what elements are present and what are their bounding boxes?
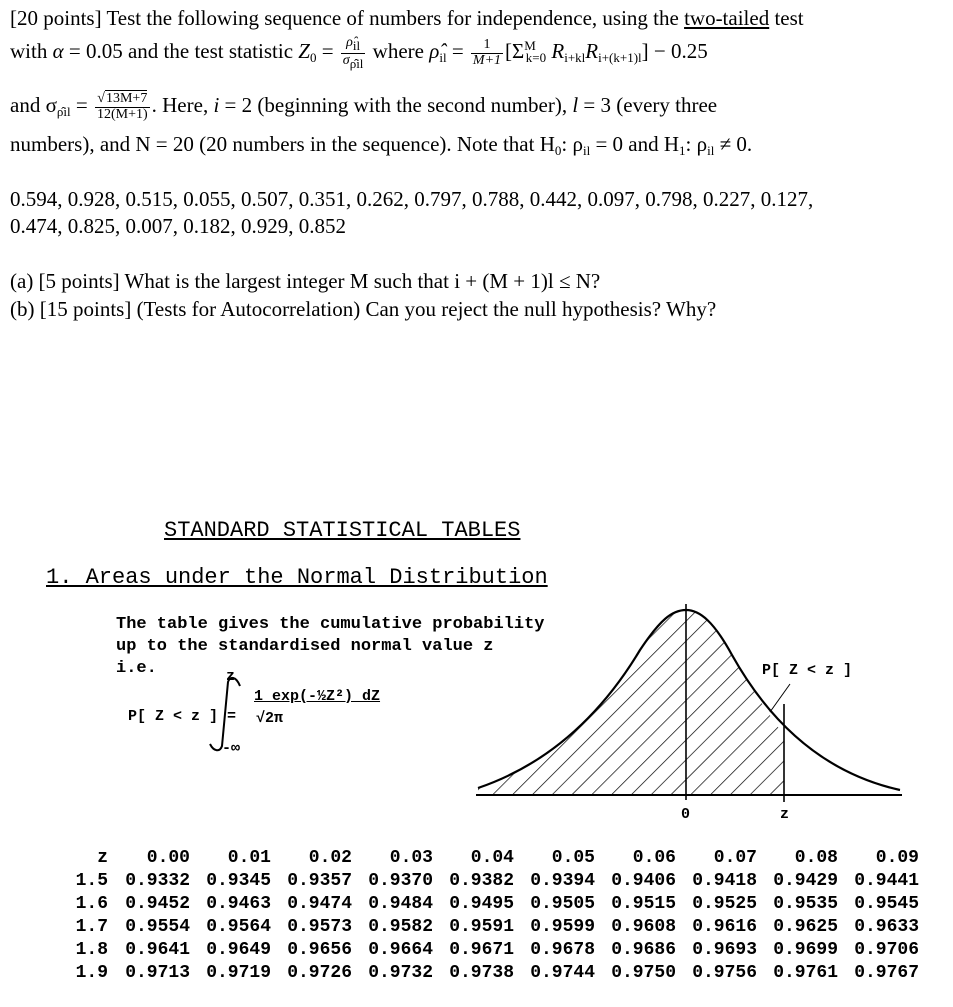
header-col: 0.06 [632,847,676,868]
frac1-numerator-sub: il [352,38,361,53]
table-cell: 0.9535 [773,893,838,914]
where-text: where [367,38,430,63]
table-cell: 0.9750 [611,962,676,983]
rho-hat-sub: il [439,49,447,65]
table-cell: 0.9525 [692,893,757,914]
table-cell: 0.9649 [206,939,271,960]
here-text: . Here, [151,93,214,117]
integral-sign [210,678,240,750]
sqrt-sign: √ [97,91,105,106]
label-pointer [770,684,790,712]
table-cell: 0.9564 [206,916,271,937]
table-cell: 0.9573 [287,916,352,937]
table-cell: 0.9554 [125,916,190,937]
row-z: 1.8 [75,939,108,960]
table-cell: 0.9706 [854,939,919,960]
table-cell: 0.9664 [368,939,433,960]
z0-subscript: 0 [309,49,317,65]
formula-denominator: √2π [256,710,284,727]
row-z: 1.5 [75,870,108,891]
table-cell: 0.9686 [611,939,676,960]
sum-symbol: [Σ [505,38,525,63]
table-cell: 0.9332 [125,870,190,891]
table-cell: 0.9463 [206,893,271,914]
table-cell: 0.9582 [368,916,433,937]
r-term-1-sub: i+kl [564,49,586,65]
table-cell: 0.9429 [773,870,838,891]
problem-intro-end: test [769,6,804,30]
table-cell: 0.9732 [368,962,433,983]
row-z: 1.7 [75,916,108,937]
table-row [70,892,919,915]
table-cell: 0.9441 [854,870,919,891]
table-cell: 0.9345 [206,870,271,891]
equals-sign-3: = [70,93,93,117]
header-col: 0.08 [794,847,838,868]
part-b: (b) [15 points] (Tests for Autocorrelation) Can you reject the null hypothesis? Why? [10,297,717,321]
l-value-text: = 3 (every three [578,93,718,117]
table-cell: 0.9484 [368,893,433,914]
frac1-denominator: σ [342,52,350,68]
table-cell: 0.9767 [854,962,919,983]
with-text: with [10,38,53,63]
table-cell: 0.9726 [287,962,352,983]
table-subtitle: 1. Areas under the Normal Distribution [46,565,548,590]
table-cell: 0.9474 [287,893,352,914]
header-col: 0.07 [713,847,757,868]
table-cell: 0.9599 [530,916,595,937]
two-tailed-underlined: two-tailed [684,6,770,30]
frac2-denominator: M+1 [472,52,502,68]
table-cell: 0.9505 [530,893,595,914]
i-value-text: = 2 (beginning with the second number), [219,93,573,117]
header-col: 0.05 [551,847,595,868]
alpha-value-text: = 0.05 and the test statistic [63,38,299,63]
sum-close-minus: ] − 0.25 [641,38,708,63]
table-cell: 0.9591 [449,916,514,937]
z0-symbol: Z [298,38,310,63]
table-cell: 0.9671 [449,939,514,960]
header-col: 0.01 [227,847,271,868]
table-cell: 0.9406 [611,870,676,891]
table-cell: 0.9656 [287,939,352,960]
normal-table [70,846,919,984]
table-cell: 0.9738 [449,962,514,983]
rho-hat-symbol: ρ̂ [429,38,440,63]
sequence-line-1: 0.594, 0.928, 0.515, 0.055, 0.507, 0.351, 0.262, 0.797, 0.788, 0.442, 0.097, 0.798, 0.227, 0.127, [10,187,814,211]
table-cell: 0.9719 [206,962,271,983]
table-cell: 0.9515 [611,893,676,914]
table-cell: 0.9761 [773,962,838,983]
problem-intro-text: [20 points] Test the following sequence of numbers for independence, using the [10,6,685,30]
table-cell: 0.9693 [692,939,757,960]
equals-sign-2: = [446,38,469,63]
and-sigma-text: and σ [10,93,57,117]
graph-label: P[ Z < z ] [762,662,853,679]
table-cell: 0.9713 [125,962,190,983]
rho-text-2: : ρ [685,132,708,156]
table-cell: 0.9756 [692,962,757,983]
r-term-1: R [546,38,565,63]
rho-sub-2: il [707,143,715,158]
table-header-row [70,846,919,869]
table-title: STANDARD STATISTICAL TABLES [164,518,521,543]
table-cell: 0.9678 [530,939,595,960]
table-cell: 0.9545 [854,893,919,914]
frac3-denominator: 12(M+1) [96,106,148,122]
axis-zero-label: 0 [681,806,691,823]
sum-lower: k=0 [525,49,547,65]
h1-sub: 1 [679,143,686,158]
frac2-numerator: 1 [471,38,503,54]
table-cell: 0.9370 [368,870,433,891]
header-col: 0.09 [875,847,919,868]
table-cell: 0.9357 [287,870,352,891]
table-row [70,869,919,892]
sigma-sub: ρ̂il [56,104,71,119]
table-cell: 0.9452 [125,893,190,914]
frac1-numerator: ρ̂ [346,35,353,50]
equals-sign: = [316,38,339,63]
table-cell: 0.9616 [692,916,757,937]
formula-upper-limit: z [226,668,236,685]
row-z: 1.9 [75,962,108,983]
table-cell: 0.9495 [449,893,514,914]
alpha-symbol: α [52,38,64,63]
header-col: 0.02 [308,847,352,868]
table-cell: 0.9382 [449,870,514,891]
table-row [70,915,919,938]
table-row [70,961,919,984]
r-term-2-sub: i+(k+1)l [598,49,642,65]
table-cell: 0.9625 [773,916,838,937]
table-cell: 0.9633 [854,916,919,937]
h0-sub: 0 [554,143,562,158]
header-col: 0.03 [389,847,433,868]
header-col: 0.04 [470,847,514,868]
formula-lower-limit: -∞ [222,740,241,757]
table-description: The table gives the cumulative probability up to the standardised normal value z i.e. [116,615,545,678]
rho-sub: il [582,143,591,158]
row-z: 1.6 [75,893,108,914]
sequence-line-2: 0.474, 0.825, 0.007, 0.182, 0.929, 0.852 [10,214,346,238]
table-cell: 0.9394 [530,870,595,891]
header-col: 0.00 [146,847,190,868]
var-l: l [572,93,579,117]
rho-text: : ρ [561,132,583,156]
table-cell: 0.9744 [530,962,595,983]
table-row [70,938,919,961]
frac3-numerator: 13M+7 [105,91,148,106]
and-h1-text: = 0 and H [590,132,680,156]
table-cell: 0.9699 [773,939,838,960]
axis-z-label: z [780,806,790,823]
table-cell: 0.9608 [611,916,676,937]
table-cell: 0.9641 [125,939,190,960]
formula-lhs: P[ Z < z ] = [128,708,237,725]
table-cell: 0.9418 [692,870,757,891]
sum-upper: M [524,37,536,53]
frac1-denominator-sub: ρ̂il [349,55,364,71]
header-z: z [97,847,108,868]
r-term-2: R [585,38,599,63]
formula-integrand: 1 exp(-½Z²) dZ [254,688,381,705]
n-and-h0-text: numbers), and N = 20 (20 numbers in the sequence). Note that H [10,132,555,156]
var-i: i [213,93,220,117]
not-equal-text: ≠ 0. [714,132,753,156]
part-a: (a) [5 points] What is the largest integer M such that i + (M + 1)l ≤ N? [10,269,601,293]
